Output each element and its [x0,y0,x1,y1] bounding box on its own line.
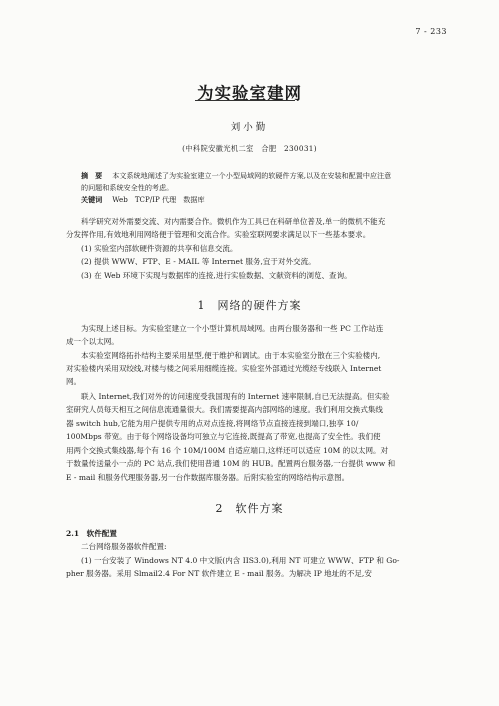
s1-p3-line-2: 室研究人员每天相互之间信息流通量很大。我们需要提高内部网络的速度。我们利用交换式集线 [66,405,383,414]
s1-p3-line-5: 用两个交换式集线器,每个有 16 个 10M/100M 自适应端口,这样还可以适应 10M 的以太网。对 [66,446,389,455]
keywords-line [81,194,205,206]
abstract-line-2: 的问题和系统安全性的考虑。 [81,183,174,192]
s2-line-1: 二台网络服务器软件配置: [81,542,167,551]
intro-line-2: 分发挥作用,有效地利用网络便于管理和交流合作。实验室联网要求满足以下一些基本要求。 [66,230,371,239]
section-1-heading: 1 网络的硬件方案 [197,299,302,312]
keywords-label: 关键词 [81,195,103,204]
intro-item-2: (2) 提供 WWW、FTP、E - MAIL 等 Internet 服务,宜于对外交流。 [81,257,316,266]
page-number: 7 - 233 [415,27,447,36]
title-underline [195,100,295,101]
intro-line-1: 科学研究对外需要交流、对内需要合作。微机作为工具已在科研单位普及,单一的微机不能充 [81,217,386,226]
s1-p3-line-3: 器 switch hub,它能为用户提供专用的点对点连接,将网络节点直接连接到端口,独享 10/ [66,419,359,428]
s1-p2-line-2: 对实验楼内采用双绞线,对楼与楼之间采用细缆连接。实验室外部通过光缆经专线联入 Internet [66,364,382,373]
author: 刘小勤 [230,122,269,133]
section-2-heading: 2 软件方案 [215,502,284,515]
s2-line-2: (1) 一台安装了 Windows NT 4.0 中文版(内含 IIS3.0),利用 NT 可建立 WWW、FTP 和 Go- [81,556,400,565]
s1-p1-line-2: 成一个以太网。 [66,337,119,346]
s1-p3-line-1: 联入 Internet,我们对外的访问速度受我国现有的 Internet 速率限制,自已无法提高。但实验 [81,392,390,401]
s1-p3-line-6: 于数量传送量小一点的 PC 站点,我们使用普通 10M 的 HUB。配置两台服务器,一台提供 www 和 [66,459,396,468]
s2-line-3: pher 服务器。采用 Slmail2.4 For NT 软件建立 E - mail 服务。为解决 IP 地址的不足,安 [66,569,372,578]
s1-p2-line-1: 本实验室网络拓扑结构主要采用星型,便于维护和调试。由于本实验室分散在三个实验楼内, [81,351,381,360]
s1-p1-line-1: 为实现上述目标。为实验室建立一个小型计算机局域网。由两台服务器和一些 PC 工作站连 [81,324,384,333]
s1-p2-line-3: 网。 [66,377,82,386]
subsection-2-1-heading: 2.1 软件配置 [66,529,117,538]
s1-p3-line-4: 100Mbps 带宽。由于每个网络设备均可独立与它连接,既提高了带宽,也提高了安全性。我们使 [66,432,381,441]
abstract-line-1 [81,170,391,182]
intro-item-1: (1) 实验室内部软硬件资源的共享和信息交流。 [81,244,238,253]
keywords-text: Web TCP/IP 代理 数据库 [112,195,205,204]
s1-p3-line-7: E - mail 和服务代理服务器,另一台作数据库服务器。后附实验室的网络结构示意图。 [66,473,350,482]
intro-item-3: (3) 在 Web 环境下实现与数据库的连接,进行实验数据、文献资料的浏览、查询。 [81,271,352,280]
affiliation: (中科院安徽光机二室 合肥 230031) [182,144,317,153]
abstract-label: 摘 要 [81,171,103,180]
paper-title: 为实验室建网 [197,84,302,103]
abstract-text: 本文系统地阐述了为实验室建立一个小型局域网的软硬件方案,以及在安装和配置中应注意 [112,171,392,180]
